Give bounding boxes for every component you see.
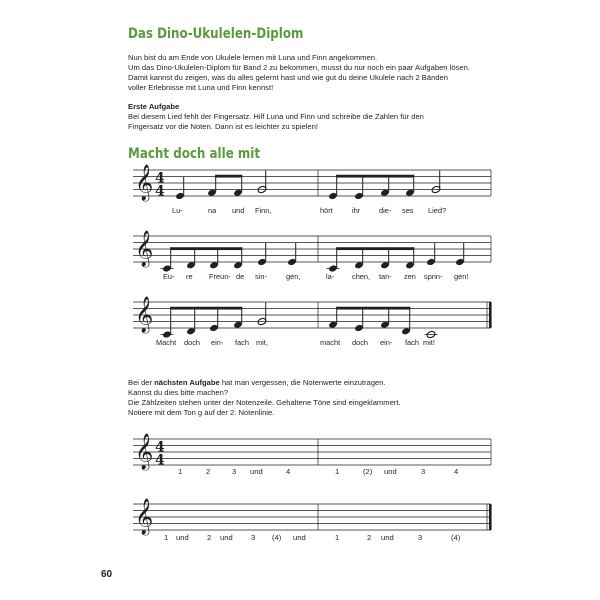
lyric-syllable: de <box>236 272 245 281</box>
count-label: 2 <box>367 533 372 542</box>
page-number: 60 <box>101 569 113 580</box>
count-label: 1 <box>335 467 340 476</box>
lyric-syllable: Lu- <box>172 206 183 215</box>
task1-line: Bei diesem Lied fehlt der Fingersatz. Hilf Luna und Finn und schreibe die Zahlen für den <box>128 112 424 121</box>
count-label: und <box>250 467 263 476</box>
lyric-syllable: ein- <box>380 338 393 347</box>
lyric-syllable: mit! <box>423 338 435 347</box>
task2-highlight: nächsten Aufgabe <box>154 378 220 387</box>
lyric-syllable: macht <box>320 338 341 347</box>
lyric-syllable: Finn, <box>255 206 272 215</box>
count-label: (4) <box>451 533 461 542</box>
treble-clef: 𝄞 <box>135 230 154 267</box>
lyric-syllable: re <box>186 272 193 281</box>
task2-text: hat man vergessen, die Notenwerte einzutragen. <box>219 378 386 387</box>
count-label: 3 <box>251 533 256 542</box>
count-label: 2 <box>206 467 211 476</box>
count-label: 3 <box>418 533 423 542</box>
count-label: und <box>176 533 189 542</box>
task1-line: Fingersatz vor die Noten. Dann ist es leichter zu spielen! <box>128 122 318 131</box>
task2-line: Kannst du dies bitte machen? <box>128 388 229 397</box>
lyric-syllable: gen, <box>286 272 301 281</box>
task2-line: Notiere mit dem Ton g auf der 2. Notenlinie. <box>128 408 275 417</box>
lyric-syllable: tan- <box>379 272 392 281</box>
lyric-syllable: doch <box>184 338 201 347</box>
note-beam <box>336 247 414 250</box>
task2-block <box>128 378 401 418</box>
count-label: (2) <box>363 467 373 476</box>
lyric-syllable: zen <box>404 272 416 281</box>
note-beam <box>170 247 242 250</box>
count-label: 1 <box>335 533 340 542</box>
note-beam <box>336 175 414 178</box>
time-signature-bottom: 4 <box>155 183 165 200</box>
intro-line: Nun bist du am Ende von Ukulele lernen mit Luna und Finn angekommen. <box>128 53 378 62</box>
lyric-syllable: die- <box>379 206 392 215</box>
treble-clef: 𝄞 <box>135 498 154 535</box>
song-title: Macht doch alle mit <box>128 146 261 162</box>
task2-line: Die Zählzeiten stehen unter der Notenzeile. Gehaltene Töne sind eingeklammert. <box>128 398 401 407</box>
count-label: (4) <box>272 533 282 542</box>
count-label: 2 <box>207 533 212 542</box>
count-label: und <box>293 533 306 542</box>
intro-line: voller Erlebnisse mit Luna und Finn kennst! <box>128 83 274 92</box>
task1-heading: Erste Aufgabe <box>128 102 180 111</box>
count-label: 4 <box>454 467 459 476</box>
lyric-syllable: ein- <box>211 338 224 347</box>
lyric-syllable: ses <box>402 206 414 215</box>
treble-clef: 𝄞 <box>135 164 154 201</box>
count-label: 3 <box>232 467 237 476</box>
lyric-syllable: und <box>232 206 245 215</box>
note-beam <box>170 307 242 310</box>
count-label: und <box>384 467 397 476</box>
lyric-syllable: fach <box>235 338 249 347</box>
note-beam <box>215 175 242 178</box>
count-label: und <box>220 533 233 542</box>
lyric-syllable: Eu- <box>163 272 175 281</box>
lyric-syllable: chen, <box>352 272 371 281</box>
count-label: und <box>381 533 394 542</box>
lyric-syllable: la- <box>326 272 335 281</box>
lyric-syllable: ihr <box>352 206 361 215</box>
task2-text: Bei der <box>128 378 155 387</box>
count-label: 4 <box>286 467 291 476</box>
lyric-syllable: doch <box>352 338 369 347</box>
final-barline <box>489 504 492 530</box>
lyric-syllable: hört <box>320 206 333 215</box>
note-beam <box>336 307 410 310</box>
treble-clef: 𝄞 <box>135 433 154 470</box>
lyric-syllable: sprin- <box>424 272 443 281</box>
lyric-syllable: Macht <box>156 338 177 347</box>
intro-line: Damit kannst du zeigen, was du alles gelernt hast und wie gut du deine Ukulele nach 2 Bänden <box>128 73 448 82</box>
page-title: Das Dino-Ukulelen-Diplom <box>128 26 304 42</box>
task2-line1 <box>128 378 401 388</box>
lyric-syllable: gen! <box>454 272 469 281</box>
lyric-syllable: fach <box>405 338 419 347</box>
count-label: 1 <box>164 533 169 542</box>
treble-clef: 𝄞 <box>135 296 154 333</box>
lyric-syllable: mit, <box>256 338 268 347</box>
time-signature-top: 4 <box>155 439 165 456</box>
time-signature-bottom: 4 <box>155 452 165 469</box>
lyric-syllable: Freun- <box>209 272 231 281</box>
count-label: 3 <box>421 467 426 476</box>
final-barline <box>489 302 492 328</box>
intro-line: Um das Dino-Ukulelen-Diplom für Band 2 zu bekommen, musst du nur noch ein paar Aufgaben lösen. <box>128 63 470 72</box>
lyric-syllable: Lied? <box>428 206 447 215</box>
lyric-syllable: sin- <box>255 272 267 281</box>
count-label: 1 <box>178 467 183 476</box>
time-signature-top: 4 <box>155 170 165 187</box>
lyric-syllable: na <box>208 206 217 215</box>
